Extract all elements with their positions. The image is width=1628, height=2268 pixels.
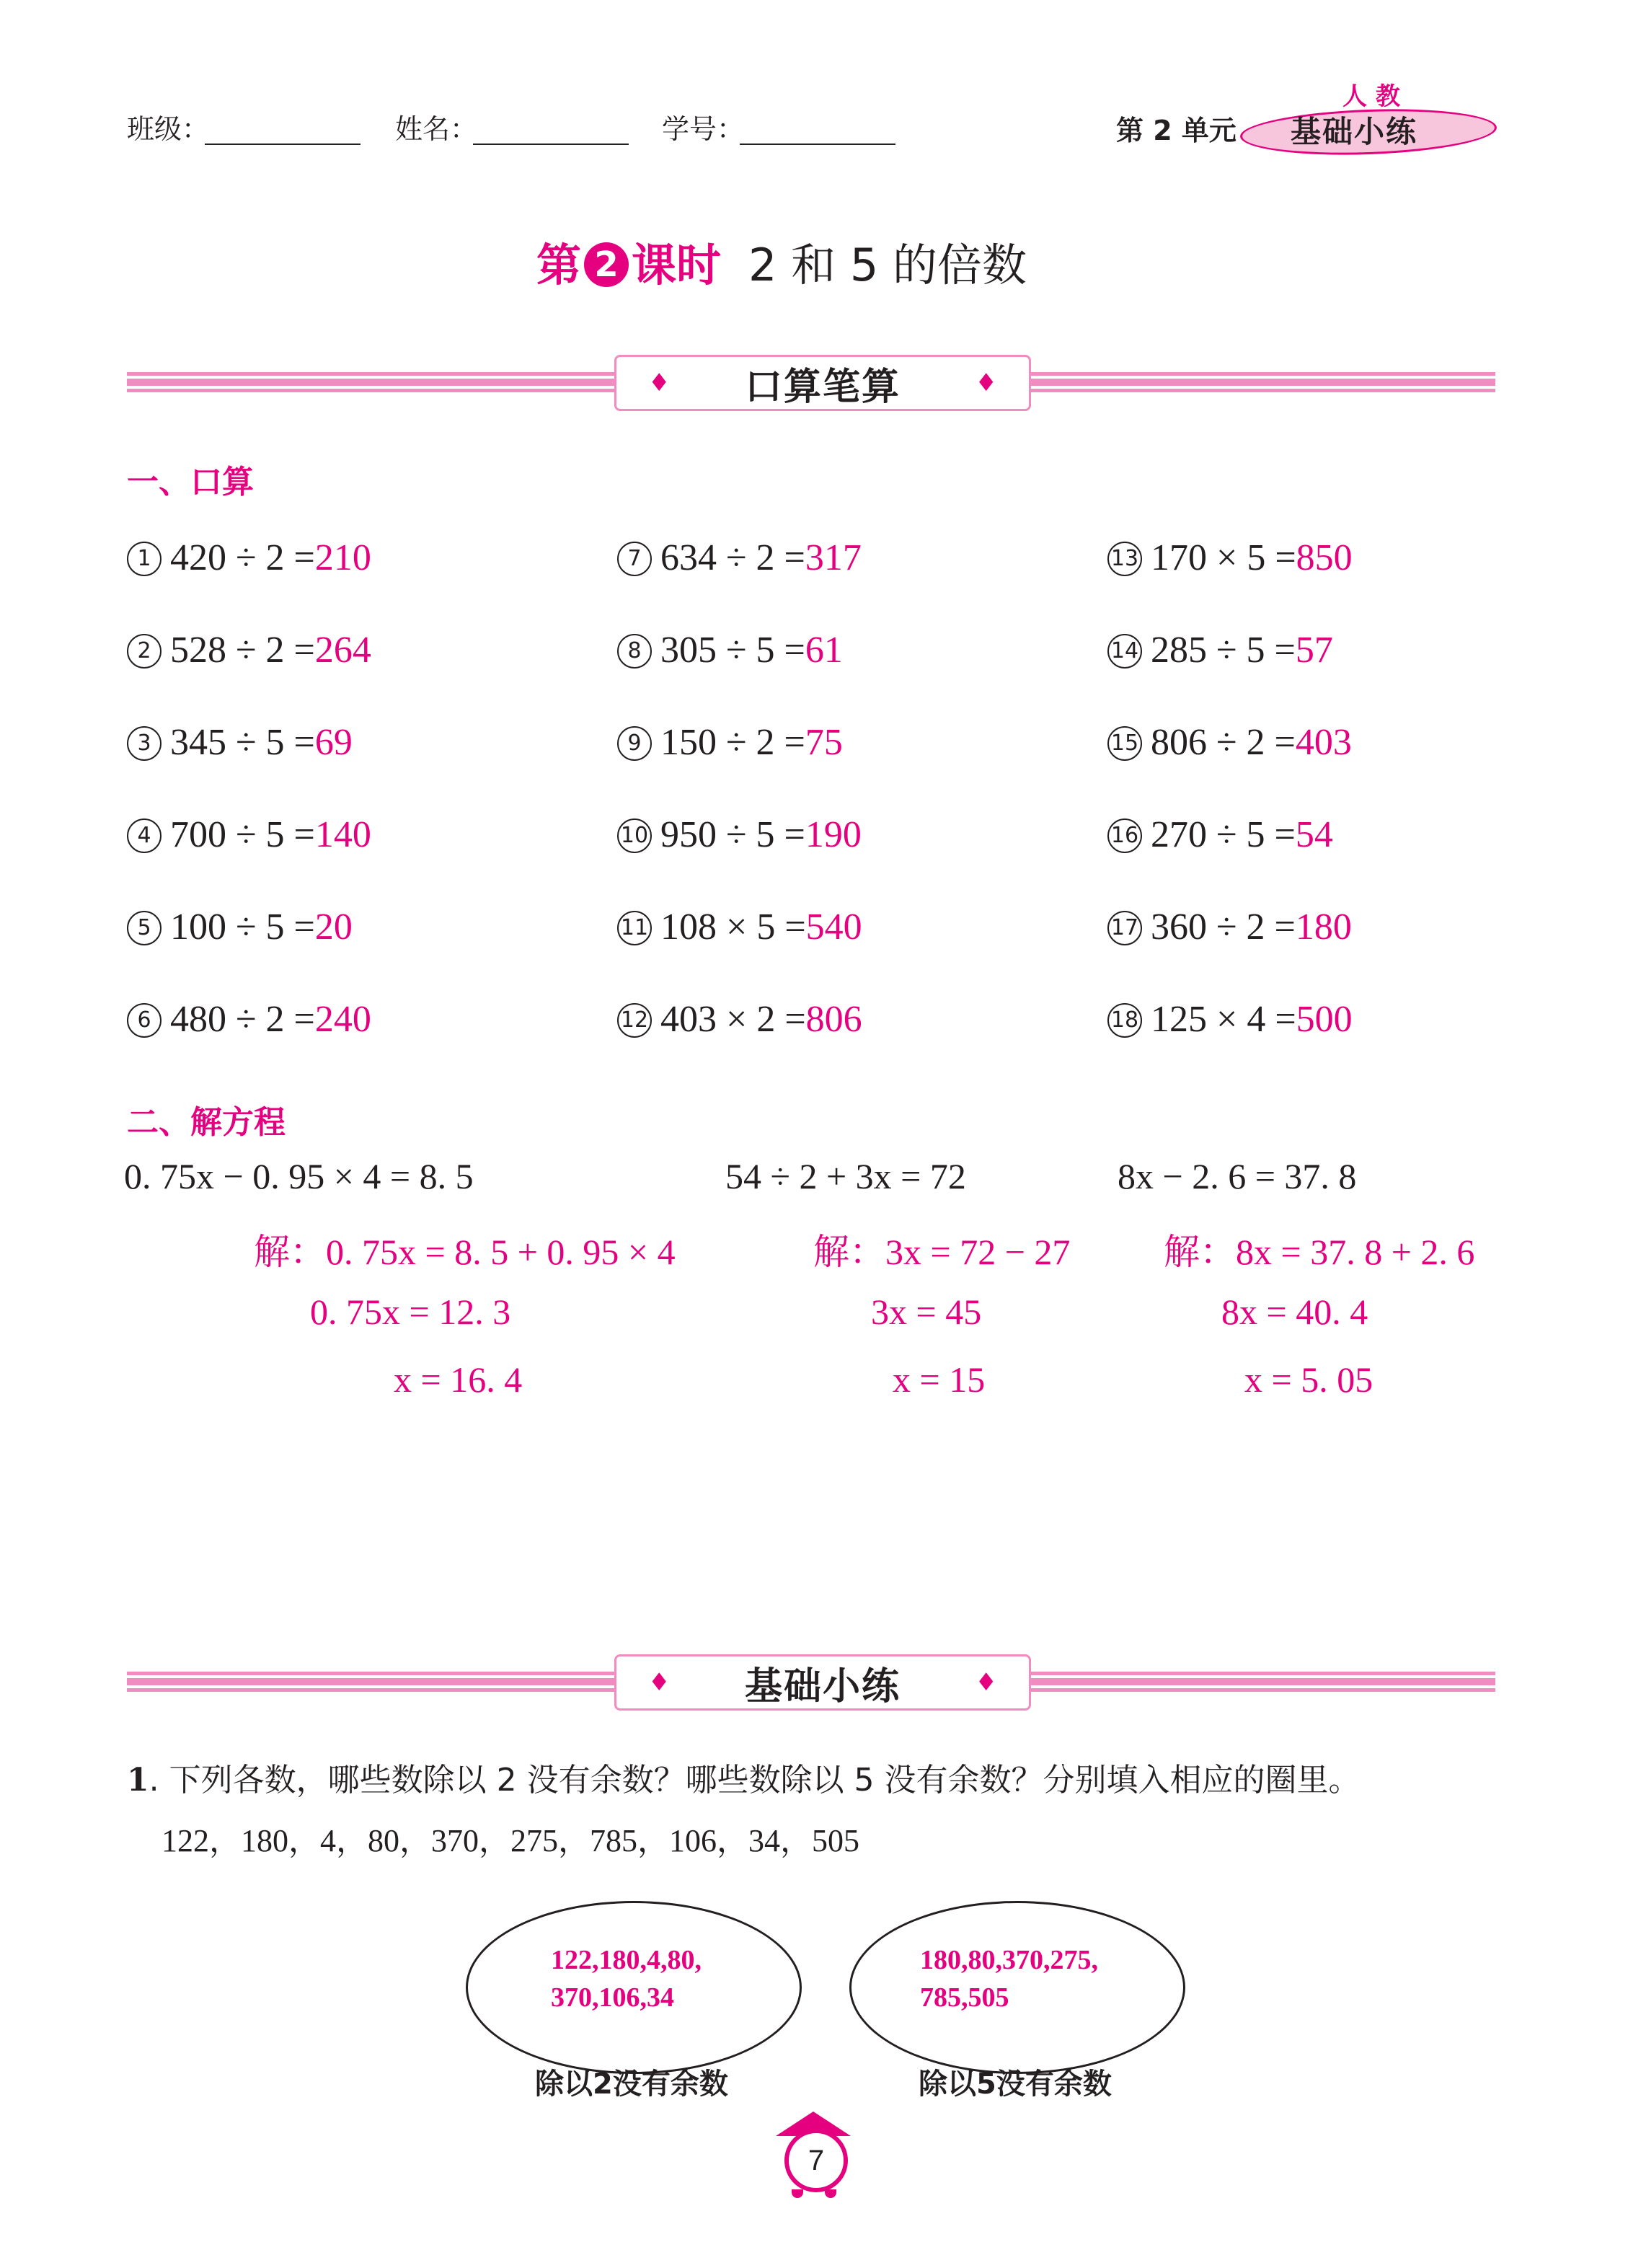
question-1-number: 1 xyxy=(127,1762,149,1799)
circle-2-answer-line2: 370,106,34 xyxy=(551,1982,674,2013)
oral-calc-expression: 270 ÷ 5 = xyxy=(1151,814,1296,855)
oral-calc-expression: 125 × 4 = xyxy=(1151,999,1296,1040)
oral-calc-item xyxy=(127,537,371,579)
oral-calc-answer[interactable]: 240 xyxy=(314,999,371,1040)
page-number-foot-decoration xyxy=(825,2189,836,2198)
equation-step-1-2: 0. 75x = 12. 3 xyxy=(310,1292,511,1332)
equation-step-1-1: 解：0. 75x = 8. 5 + 0. 95 × 4 xyxy=(254,1232,676,1272)
lesson-number-badge: 2 xyxy=(584,242,629,287)
lesson-suffix: 课时 xyxy=(632,239,722,291)
class-label: 班级： xyxy=(127,113,210,145)
oral-calc-expression: 305 ÷ 5 = xyxy=(660,630,805,671)
equation-problem-2: 54 ÷ 2 + 3x = 72 xyxy=(725,1156,966,1196)
oral-calc-item xyxy=(617,906,862,948)
question-1-text: . 下列各数，哪些数除以 2 没有余数？哪些数除以 5 没有余数？分别填入相应的圈里。 xyxy=(149,1762,1361,1799)
student-id-label: 学号： xyxy=(662,113,745,145)
oral-calc-answer[interactable]: 75 xyxy=(805,722,843,763)
oral-calc-answer[interactable]: 806 xyxy=(805,999,862,1040)
item-number-circle: 12 xyxy=(617,1003,652,1038)
section-banner-title: 口算笔算 xyxy=(744,365,901,409)
oral-calc-item xyxy=(1107,998,1353,1041)
oral-calc-answer[interactable]: 210 xyxy=(314,537,371,578)
oral-calc-answer[interactable]: 403 xyxy=(1295,722,1352,763)
section-banner-basic-practice xyxy=(614,1654,1031,1711)
item-number-circle: 10 xyxy=(617,818,652,853)
circle-2-caption: 除以2没有余数 xyxy=(535,2068,728,2101)
item-number-circle: 8 xyxy=(617,634,652,669)
page-number: 7 xyxy=(784,2129,848,2192)
number-list: 122，180，4，80，370，275，785，106，34，505 xyxy=(162,1823,859,1858)
item-number-circle: 3 xyxy=(127,726,162,761)
oral-calc-expression: 285 ÷ 5 = xyxy=(1151,630,1296,671)
name-input-line[interactable] xyxy=(473,144,629,145)
brand-title: 基础小练 xyxy=(1291,114,1418,149)
page-number-foot-decoration xyxy=(792,2189,803,2198)
section-banner-oral-written xyxy=(614,355,1031,411)
oral-calc-expression: 950 ÷ 5 = xyxy=(660,814,805,855)
section-banner-title: 基础小练 xyxy=(744,1664,901,1708)
diamond-icon: ♦ xyxy=(648,369,671,397)
item-number-circle: 4 xyxy=(127,818,162,853)
lesson-title xyxy=(536,229,1027,294)
publisher-label: 人教 xyxy=(1342,82,1409,111)
item-number-circle: 7 xyxy=(617,542,652,576)
item-number-circle: 13 xyxy=(1107,542,1142,576)
oral-calc-expression: 634 ÷ 2 = xyxy=(660,537,805,578)
oral-calc-item xyxy=(1107,721,1352,764)
oral-calc-answer[interactable]: 540 xyxy=(805,906,862,948)
item-number-circle: 15 xyxy=(1107,726,1142,761)
item-number-circle: 14 xyxy=(1107,634,1142,669)
oral-calc-item xyxy=(127,998,371,1041)
oral-calc-answer[interactable]: 264 xyxy=(314,630,371,671)
oral-calc-expression: 528 ÷ 2 = xyxy=(170,630,315,671)
oral-calc-expression: 170 × 5 = xyxy=(1151,537,1296,578)
circle-5-answer-line2: 785,505 xyxy=(920,1982,1009,2013)
oral-calc-expression: 345 ÷ 5 = xyxy=(170,722,315,763)
oral-calc-answer[interactable]: 140 xyxy=(314,814,371,855)
student-id-input-line[interactable] xyxy=(740,144,895,145)
diamond-icon: ♦ xyxy=(648,1668,671,1697)
item-number-circle: 16 xyxy=(1107,818,1142,853)
item-number-circle: 5 xyxy=(127,911,162,945)
oral-calc-answer[interactable]: 500 xyxy=(1296,999,1353,1040)
class-input-line[interactable] xyxy=(205,144,360,145)
oral-calc-answer[interactable]: 317 xyxy=(805,537,862,578)
equation-step-1-3: x = 16. 4 xyxy=(394,1359,523,1400)
oral-calc-answer[interactable]: 180 xyxy=(1295,906,1352,948)
question-1 xyxy=(127,1754,1361,1800)
oral-calc-expression: 403 × 2 = xyxy=(660,999,806,1040)
equation-problem-3: 8x − 2. 6 = 37. 8 xyxy=(1118,1156,1357,1196)
oral-calc-answer[interactable]: 20 xyxy=(314,906,353,948)
item-number-circle: 1 xyxy=(127,542,162,576)
equation-step-3-3: x = 5. 05 xyxy=(1244,1359,1373,1400)
oral-calc-item xyxy=(1107,537,1353,579)
oral-calc-item xyxy=(617,813,862,856)
oral-calc-expression: 360 ÷ 2 = xyxy=(1151,906,1296,948)
circle-2-answer-line1: 122,180,4,80, xyxy=(551,1945,702,1975)
oral-calc-item xyxy=(617,537,862,579)
equation-step-2-1: 解：3x = 72 − 27 xyxy=(813,1232,1071,1272)
oral-calc-answer[interactable]: 57 xyxy=(1295,630,1333,671)
equation-heading: 二、解方程 xyxy=(127,1104,286,1141)
equation-step-2-3: x = 15 xyxy=(893,1359,986,1400)
equation-step-3-2: 8x = 40. 4 xyxy=(1221,1292,1368,1332)
equation-step-2-2: 3x = 45 xyxy=(871,1292,982,1332)
oral-calc-answer[interactable]: 54 xyxy=(1295,814,1333,855)
item-number-circle: 9 xyxy=(617,726,652,761)
oral-calc-expression: 480 ÷ 2 = xyxy=(170,999,315,1040)
item-number-circle: 11 xyxy=(617,911,652,945)
oral-calc-item xyxy=(127,813,371,856)
oral-calc-expression: 700 ÷ 5 = xyxy=(170,814,315,855)
oral-calc-item xyxy=(1107,813,1333,856)
oral-calc-item xyxy=(1107,906,1352,948)
oral-calc-answer[interactable]: 190 xyxy=(805,814,862,855)
oral-calc-item xyxy=(617,998,862,1041)
item-number-circle: 6 xyxy=(127,1003,162,1038)
oral-calc-answer[interactable]: 69 xyxy=(314,722,353,763)
circle-5-answer xyxy=(920,1941,1098,2016)
lesson-prefix: 第 xyxy=(536,239,582,291)
oral-calc-item xyxy=(617,629,843,671)
item-number-circle: 17 xyxy=(1107,911,1142,945)
item-number-circle: 2 xyxy=(127,634,162,669)
oral-calc-expression: 100 ÷ 5 = xyxy=(170,906,315,948)
oral-calc-expression: 108 × 5 = xyxy=(660,906,806,948)
oral-calc-answer[interactable]: 850 xyxy=(1296,537,1353,578)
equation-step-3-1: 解：8x = 37. 8 + 2. 6 xyxy=(1164,1232,1475,1272)
unit-label: 第 2 单元 xyxy=(1116,115,1237,146)
diamond-icon: ♦ xyxy=(975,369,997,397)
oral-calc-expression: 420 ÷ 2 = xyxy=(170,537,315,578)
name-label: 姓名： xyxy=(395,113,478,145)
oral-calc-item xyxy=(127,906,353,948)
circle-5-answer-line1: 180,80,370,275, xyxy=(920,1945,1098,1975)
diamond-icon: ♦ xyxy=(975,1668,997,1697)
oral-calc-answer[interactable]: 61 xyxy=(805,630,843,671)
lesson-topic: 2 和 5 的倍数 xyxy=(748,239,1027,291)
oral-heading: 一、口算 xyxy=(127,464,254,500)
oral-calc-expression: 150 ÷ 2 = xyxy=(660,722,805,763)
oral-calc-item xyxy=(127,629,371,671)
circle-5-caption: 除以5没有余数 xyxy=(919,2068,1112,2101)
oral-calc-item xyxy=(617,721,843,764)
oral-calc-expression: 806 ÷ 2 = xyxy=(1151,722,1296,763)
circle-2-answer xyxy=(551,1941,702,2016)
equation-problem-1: 0. 75x − 0. 95 × 4 = 8. 5 xyxy=(124,1156,474,1196)
item-number-circle: 18 xyxy=(1107,1003,1142,1038)
oral-calc-item xyxy=(127,721,353,764)
oral-calc-item xyxy=(1107,629,1333,671)
